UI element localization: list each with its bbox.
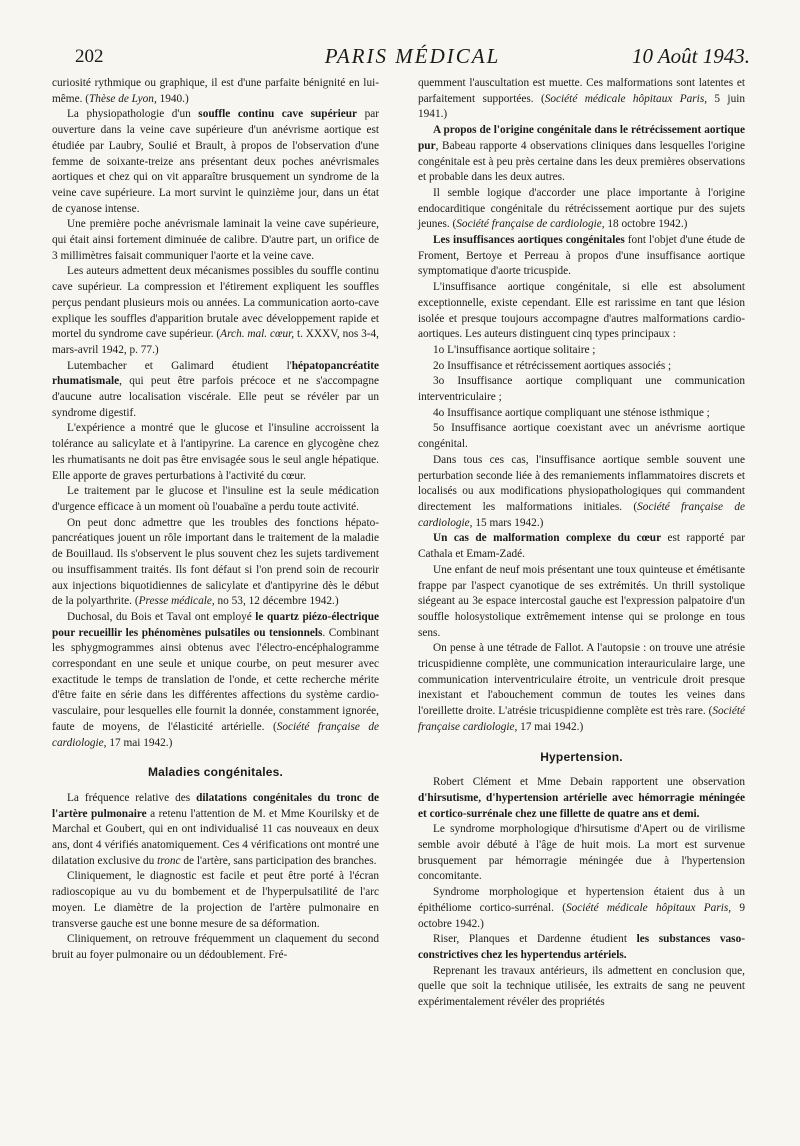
paragraph: Duchosal, du Bois et Taval ont employé le quartz piézo-électrique pour recueillir les phénomènes pulsatiles ou tensionnels. Combinant les sphygmogrammes ainsi obtenus avec l'électro-encéphalogramme correspondant en une seule et unique courbe, on peut mesurer avec exactitude le temps de translation de l'onde, et cette recherche mérite d'être faite en série dans les différentes affections du système cardio-vasculaire, pour lesquelles elle fournit la donnée, constamment ignorée, faute de moyens, de l'élasticité artérielle. (Société française de cardiologie, 17 mai 1942.) [52, 610, 379, 749]
list-item: 4o Insuffisance aortique compliquant une sténose isthmique ; [433, 406, 710, 419]
paragraph: Le syndrome morphologique d'hirsutisme d'Apert ou de virilisme semble avoir débuté à l'âge de huit mois. La mort est survenue brusquement par hémorragie méningée due à l'hypertension concomitante. [418, 823, 745, 883]
issue-date: 10 Août 1943. [631, 44, 750, 68]
paragraph: Les insuffisances aortiques congénitales font l'objet d'une étude de Froment, Bertoye et Perreau à propos d'une insuffisance aortique symptomatique d'aorte tricuspide. [418, 234, 746, 278]
paragraph: Une enfant de neuf mois présentant une toux quinteuse et émétisante frappe par l'aspect cyanotique de ses extrémités. Un thrill systolique siégeant au 3e espace intercostal gauche est l'expression palpatoire d'un souffle holosystolique extrêmement intense qui se prolonge en tous sens. [418, 563, 745, 639]
paragraph: L'insuffisance aortique congénitale, si elle est absolument exceptionnelle, existe cependant. Elle est rarissime en tant que lésion isolée et presque toujours accompagne d'autres malformations cardio-aortiques. Les auteurs distinguent cinq types principaux : [418, 281, 745, 341]
paragraph: Le traitement par le glucose et l'insuline est la seule médication d'urgence efficace à un moment où l'ouabaïne a perdu toute activité. [52, 485, 379, 513]
paragraph: Riser, Planques et Dardenne étudient les substances vaso-constrictives chez les hypertendus artériels. [418, 933, 745, 961]
paragraph: Les auteurs admettent deux mécanismes possibles du souffle continu cave supérieur. La compression et l'étirement expliquent les souffles perçus pendant plusieurs mois ou années. La communication aorto-cave explique les souffles d'apparition brutale avec développement rapide et mortel du syndrome cave supérieur. (Arch. mal. cœur, t. XXXV, nos 3-4, mars-avril 1942, p. 77.) [52, 265, 379, 356]
paragraph: On peut donc admettre que les troubles des fonctions hépato-pancréatiques jouent un rôle important dans le traitement de la maladie de Bouillaud. Ils s'observent le plus souvent chez les sujets tardivement ou insuffisamment traités. Ils font défaut si l'on prend soin de recourir aux injections biquotidiennes de salicylate et d'antipyrine dès le début de la polyarthrite. (Presse médicale, no 53, 12 décembre 1942.) [52, 516, 379, 608]
paragraph: Cliniquement, le diagnostic est facile et peut être porté à l'écran radioscopique au vu du bombement et de l'hyperpulsatilité de l'arc moyen. Le diamètre de la projection de l'artère pulmonaire en transverse gauche est une bonne mesure de sa déformation. [52, 870, 379, 930]
paragraph: Reprenant les travaux antérieurs, ils admettent en conclusion que, quelle que soit la technique utilisée, les extraits de sang ne peuvent expérimentalement révéler des propriétés [418, 964, 745, 1009]
left-column [52, 76, 379, 964]
paragraph: A propos de l'origine congénitale dans le rétrécissement aortique pur, Babeau rapporte 4 observations cliniques dans lesquelles l'origine congénitale est à peu près certaine dans les deux premières observations et probable dans les deux autres. [418, 124, 745, 184]
list-item: 2o Insuffisance et rétrécissement aortiques associés ; [433, 359, 672, 372]
paragraph: Dans tous ces cas, l'insuffisance aortique semble souvent une perturbation seconde liée à des remaniements inflammatoires discrets et localisés ou aux modifications physiopathologiques qui commandent directement les malformations initiales. (Société française de cardiologie, 15 mars 1942.) [418, 453, 745, 529]
page-number: 202 [75, 46, 104, 67]
list-item: 5o Insuffisance aortique coexistant avec un anévrisme aortique congénital. [418, 422, 745, 451]
list-item: 3o Insuffisance aortique compliquant une communication interventriculaire ; [418, 375, 745, 404]
paragraph: Cliniquement, on retrouve fréquemment un claquement du second bruit au foyer pulmonaire ou un dédoublement. Fré- [52, 933, 379, 961]
paragraph: Une première poche anévrismale laminait la veine cave supérieure, qui était ainsi fortement diminuée de calibre. D'autre part, un orifice de 3 millimètres faisait communiquer l'aorte et la veine cave. [52, 218, 379, 262]
paragraph: quemment l'auscultation est muette. Ces malformations sont latentes et parfaitement supportées. (Société médicale hôpitaux Paris, 5 juin 1941.) [418, 77, 745, 121]
paragraph: L'expérience a montré que le glucose et l'insuline accroissent la tolérance au salicylate et à l'antipyrine. La carence en glycogène chez les rhumatisants ne doit pas être envisagée sous le seul angle hépatique. Elle apporte de graves perturbations à l'activité du cœur. [52, 422, 379, 482]
journal-title: PARIS MÉDICAL [324, 44, 501, 68]
paragraph: On pense à une tétrade de Fallot. A l'autopsie : on trouve une atrésie tricuspidienne complète, une communication interauriculaire large, une communication interventriculaire étroite, un ventricule droit presque inexistant et l'abouchement commun de toutes les veines dans l'oreillette droite. L'atrésie tricuspidienne complète est très rare. (Société française cardiologie, 17 mai 1942.) [418, 642, 745, 733]
paragraph: Un cas de malformation complexe du cœur est rapporté par Cathala et Emam-Zadé. [418, 532, 745, 561]
paragraph: La fréquence relative des dilatations congénitales du tronc de l'artère pulmonaire a retenu l'attention de M. et Mme Kourilsky et de Marchal et Goubert, qui en ont individualisé 11 cas nouveaux en deux ans, dont 4 vérifiés anatomiquement. Ces 4 vérifications ont montré une dilatation exclusive du tronc de l'artère, sans participation des branches. [52, 791, 379, 867]
paragraph: Lutembacher et Galimard étudient l'hépatopancréatite rhumatismale, qui peut être parfois précoce et ne s'accompagne d'aucune autre localisation viscérale. Elle peut se révéler par un syndrome digestif. [52, 359, 379, 419]
running-header [75, 44, 750, 70]
section-heading: Hypertension. [540, 749, 623, 764]
paragraph: Il semble logique d'accorder une place importante à l'origine endocarditique congénitale du rétrécissement aortique pur des sujets jeunes. (Société française de cardiologie, 18 octobre 1942.) [418, 186, 745, 231]
paragraph: La physiopathologie d'un souffle continu cave supérieur par ouverture dans la veine cave supérieure d'un anévrisme aortique est étudiée par Laubry, Soulié et Brault, à propos de l'observation d'une femme de soixante-treize ans présentant deux poches anévrismales aortiques et chez qui on vit apparaître brusquement un syndrome de la veine cave supérieure. La mort survint le quinzième jour, dans un état de cyanose intense. [52, 108, 380, 215]
paragraph: Syndrome morphologique et hypertension étaient dus à un épithéliome cortico-surrénal. (Société médicale hôpitaux Paris, 9 octobre 1942.) [418, 886, 746, 930]
list-item: 1o L'insuffisance aortique solitaire ; [433, 343, 596, 356]
section-heading: Maladies congénitales. [147, 765, 284, 780]
paragraph: Robert Clément et Mme Debain rapportent une observation d'hirsutisme, d'hypertension artérielle avec hémorragie méningée et cortico-surrénale chez une fillette de quatre ans et demi. [418, 776, 745, 820]
right-column [418, 76, 745, 1011]
paragraph: curiosité rythmique ou graphique, il est d'une parfaite bénignité en lui-même. (Thèse de Lyon, 1940.) [52, 77, 379, 105]
